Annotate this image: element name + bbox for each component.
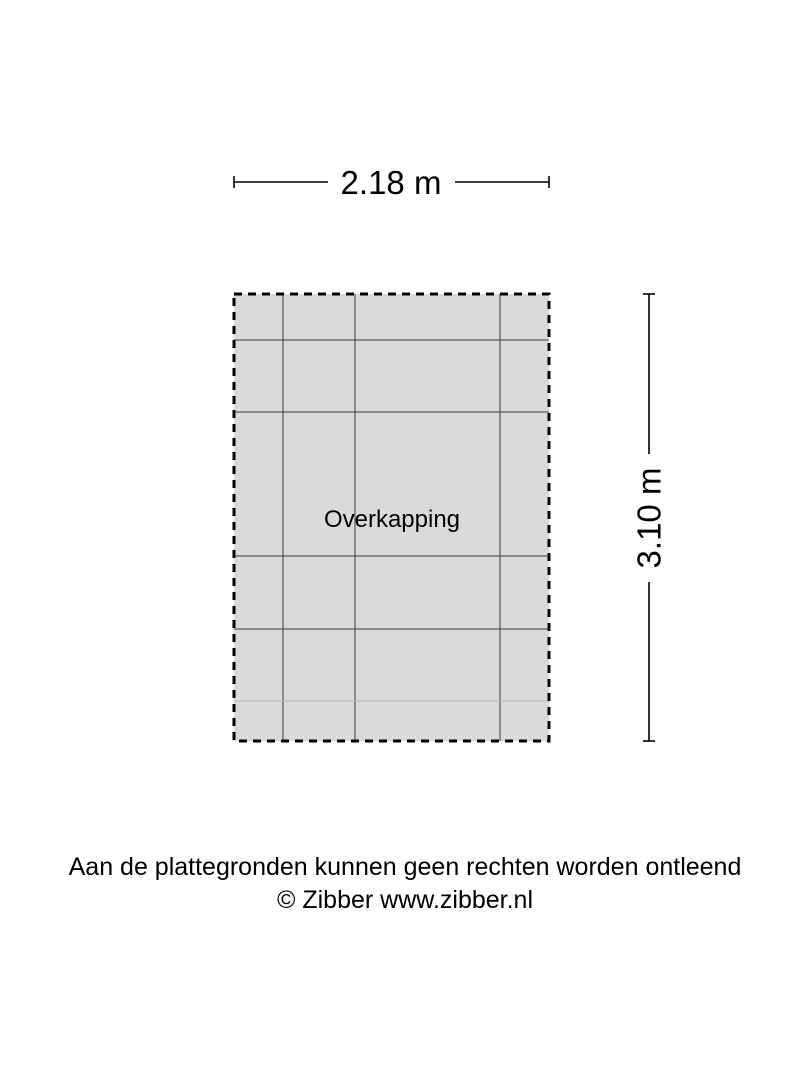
room-overkapping <box>234 294 549 741</box>
disclaimer-text: Aan de plattegronden kunnen geen rechten worden ontleend <box>68 853 742 881</box>
width-dimension <box>234 164 549 201</box>
room-label: Overkapping <box>323 506 461 533</box>
width-dimension-label: 2.18 m <box>340 164 442 201</box>
copyright-text: © Zibber www.zibber.nl <box>276 886 534 914</box>
height-dimension-label: 3.10 m <box>630 467 668 569</box>
height-dimension <box>631 294 668 741</box>
